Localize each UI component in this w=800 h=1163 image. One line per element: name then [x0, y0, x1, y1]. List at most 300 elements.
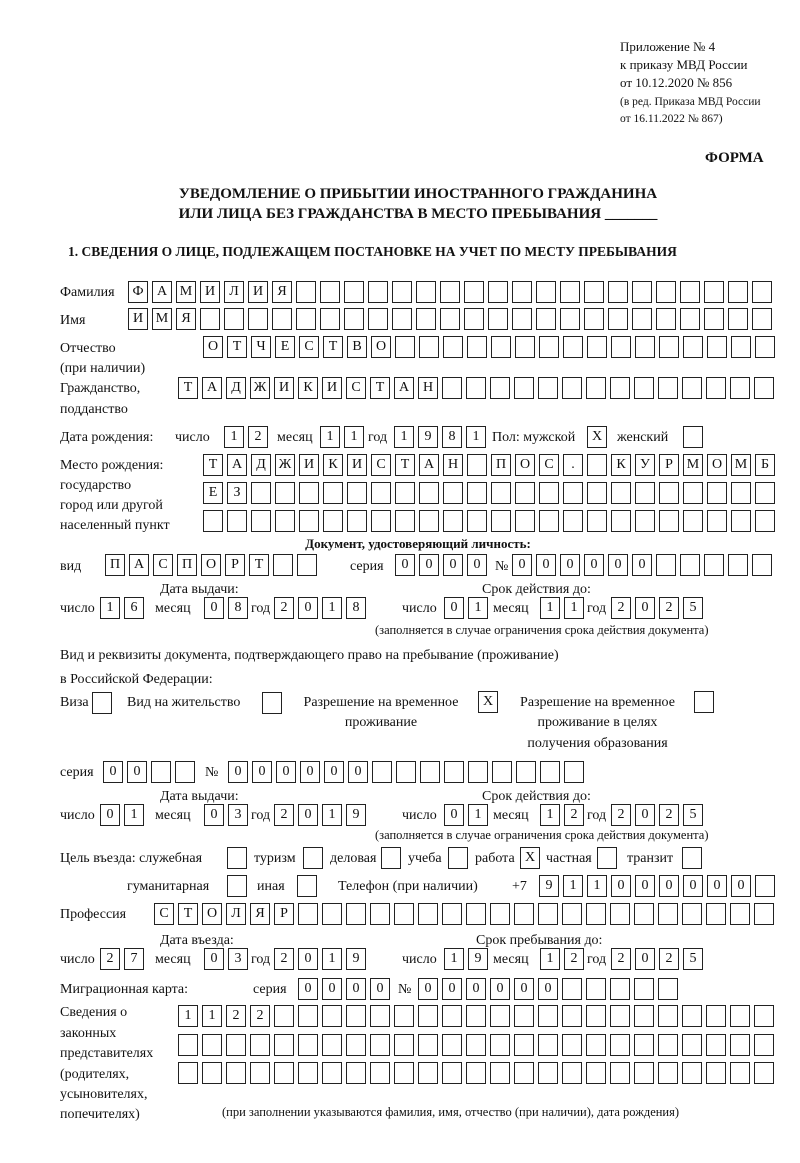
char-box[interactable]	[731, 510, 751, 532]
char-box[interactable]	[202, 1034, 222, 1056]
char-box[interactable]: 9	[539, 875, 559, 897]
id-issue-year-field[interactable]	[274, 597, 366, 619]
char-box[interactable]	[706, 1034, 726, 1056]
char-box[interactable]	[512, 308, 532, 330]
char-box[interactable]: 0	[512, 554, 532, 576]
char-box[interactable]	[562, 903, 582, 925]
birthplace-field-1[interactable]	[203, 454, 775, 476]
reps-field-2[interactable]	[178, 1034, 774, 1056]
char-box[interactable]: А	[129, 554, 149, 576]
char-box[interactable]	[466, 903, 486, 925]
char-box[interactable]	[320, 281, 340, 303]
char-box[interactable]	[752, 281, 772, 303]
char-box[interactable]	[707, 510, 727, 532]
char-box[interactable]: 1	[320, 426, 340, 448]
char-box[interactable]	[516, 761, 536, 783]
char-box[interactable]	[251, 482, 271, 504]
char-box[interactable]	[200, 308, 220, 330]
char-box[interactable]: С	[346, 377, 366, 399]
char-box[interactable]: 1	[344, 426, 364, 448]
char-box[interactable]: З	[227, 482, 247, 504]
char-box[interactable]: 0	[635, 875, 655, 897]
char-box[interactable]	[394, 1005, 414, 1027]
char-box[interactable]: А	[394, 377, 414, 399]
purpose-study-checkbox[interactable]	[448, 847, 468, 869]
char-box[interactable]: Я	[250, 903, 270, 925]
char-box[interactable]: 0	[346, 978, 366, 1000]
char-box[interactable]: 2	[248, 426, 268, 448]
char-box[interactable]	[346, 1005, 366, 1027]
char-box[interactable]	[490, 903, 510, 925]
char-box[interactable]: 0	[228, 761, 248, 783]
char-box[interactable]: 1	[540, 948, 560, 970]
stay-issue-day-field[interactable]	[100, 804, 144, 826]
char-box[interactable]	[347, 482, 367, 504]
stay-valid-day-field[interactable]	[444, 804, 488, 826]
char-box[interactable]: А	[227, 454, 247, 476]
char-box[interactable]	[610, 1034, 630, 1056]
char-box[interactable]: 2	[611, 804, 631, 826]
sex-male-checkbox[interactable]	[587, 426, 607, 448]
char-box[interactable]	[512, 281, 532, 303]
char-box[interactable]	[682, 903, 702, 925]
char-box[interactable]: К	[611, 454, 631, 476]
char-box[interactable]	[560, 281, 580, 303]
char-box[interactable]	[491, 336, 511, 358]
char-box[interactable]: Т	[203, 454, 223, 476]
char-box[interactable]	[728, 308, 748, 330]
checkbox-cell[interactable]: X	[520, 847, 540, 869]
checkbox-cell[interactable]	[597, 847, 617, 869]
checkbox-cell[interactable]	[227, 847, 247, 869]
reps-field-3[interactable]	[178, 1062, 774, 1084]
char-box[interactable]	[706, 1062, 726, 1084]
checkbox-cell[interactable]: X	[587, 426, 607, 448]
char-box[interactable]	[658, 978, 678, 1000]
residence-checkbox[interactable]	[262, 692, 282, 714]
char-box[interactable]	[514, 1062, 534, 1084]
checkbox-cell[interactable]	[448, 847, 468, 869]
sex-female-checkbox[interactable]	[683, 426, 703, 448]
char-box[interactable]: 0	[298, 978, 318, 1000]
char-box[interactable]	[178, 1034, 198, 1056]
char-box[interactable]: Л	[224, 281, 244, 303]
char-box[interactable]: 1	[124, 804, 144, 826]
char-box[interactable]: 9	[346, 948, 366, 970]
char-box[interactable]	[274, 1034, 294, 1056]
char-box[interactable]	[730, 377, 750, 399]
char-box[interactable]	[586, 1005, 606, 1027]
char-box[interactable]: Е	[275, 336, 295, 358]
id-issue-month-field[interactable]	[204, 597, 248, 619]
char-box[interactable]	[175, 761, 195, 783]
char-box[interactable]: 0	[635, 804, 655, 826]
char-box[interactable]: 6	[124, 597, 144, 619]
char-box[interactable]	[634, 1062, 654, 1084]
char-box[interactable]: 2	[659, 597, 679, 619]
char-box[interactable]	[440, 308, 460, 330]
char-box[interactable]: 1	[540, 804, 560, 826]
char-box[interactable]	[273, 554, 293, 576]
char-box[interactable]	[394, 903, 414, 925]
char-box[interactable]: Л	[226, 903, 246, 925]
char-box[interactable]	[248, 308, 268, 330]
char-box[interactable]	[680, 554, 700, 576]
char-box[interactable]	[514, 1005, 534, 1027]
purpose-transit-checkbox[interactable]	[682, 847, 702, 869]
char-box[interactable]: 1	[322, 597, 342, 619]
char-box[interactable]: 5	[683, 597, 703, 619]
char-box[interactable]: Р	[659, 454, 679, 476]
char-box[interactable]	[467, 336, 487, 358]
char-box[interactable]	[514, 377, 534, 399]
char-box[interactable]: 0	[608, 554, 628, 576]
char-box[interactable]	[587, 454, 607, 476]
char-box[interactable]: Я	[176, 308, 196, 330]
char-box[interactable]	[322, 1034, 342, 1056]
char-box[interactable]	[608, 281, 628, 303]
char-box[interactable]: 1	[394, 426, 414, 448]
char-box[interactable]	[490, 1005, 510, 1027]
char-box[interactable]	[466, 377, 486, 399]
char-box[interactable]	[536, 308, 556, 330]
char-box[interactable]: 0	[444, 804, 464, 826]
id-issue-day-field[interactable]	[100, 597, 144, 619]
char-box[interactable]: И	[299, 454, 319, 476]
char-box[interactable]	[658, 903, 678, 925]
char-box[interactable]	[322, 903, 342, 925]
char-box[interactable]: О	[202, 903, 222, 925]
id-valid-day-field[interactable]	[444, 597, 488, 619]
char-box[interactable]: 0	[514, 978, 534, 1000]
id-series-field[interactable]	[395, 554, 487, 576]
char-box[interactable]: 1	[468, 597, 488, 619]
purpose-work-checkbox[interactable]	[520, 847, 540, 869]
char-box[interactable]: 2	[659, 948, 679, 970]
char-box[interactable]	[251, 510, 271, 532]
citizenship-field[interactable]	[178, 377, 774, 399]
char-box[interactable]	[539, 510, 559, 532]
char-box[interactable]: 1	[100, 597, 120, 619]
char-box[interactable]	[656, 281, 676, 303]
char-box[interactable]	[440, 281, 460, 303]
char-box[interactable]	[416, 308, 436, 330]
char-box[interactable]	[683, 482, 703, 504]
name-field[interactable]	[128, 308, 772, 330]
char-box[interactable]: 0	[632, 554, 652, 576]
char-box[interactable]	[562, 1062, 582, 1084]
char-box[interactable]	[587, 336, 607, 358]
char-box[interactable]: 1	[444, 948, 464, 970]
char-box[interactable]: М	[176, 281, 196, 303]
char-box[interactable]	[490, 1062, 510, 1084]
char-box[interactable]	[754, 1062, 774, 1084]
birthplace-field-3[interactable]	[203, 510, 775, 532]
char-box[interactable]	[538, 1034, 558, 1056]
char-box[interactable]	[296, 281, 316, 303]
stay-series-field[interactable]	[103, 761, 195, 783]
char-box[interactable]: Т	[249, 554, 269, 576]
char-box[interactable]	[731, 482, 751, 504]
char-box[interactable]	[610, 377, 630, 399]
char-box[interactable]: 2	[274, 948, 294, 970]
char-box[interactable]: С	[153, 554, 173, 576]
char-box[interactable]	[227, 510, 247, 532]
char-box[interactable]	[586, 377, 606, 399]
char-box[interactable]: К	[298, 377, 318, 399]
char-box[interactable]: 5	[683, 948, 703, 970]
char-box[interactable]	[706, 903, 726, 925]
char-box[interactable]	[395, 336, 415, 358]
char-box[interactable]: Ж	[275, 454, 295, 476]
char-box[interactable]: И	[200, 281, 220, 303]
char-box[interactable]	[371, 510, 391, 532]
char-box[interactable]	[464, 308, 484, 330]
char-box[interactable]: Р	[225, 554, 245, 576]
char-box[interactable]: О	[707, 454, 727, 476]
id-valid-year-field[interactable]	[611, 597, 703, 619]
char-box[interactable]: 0	[419, 554, 439, 576]
char-box[interactable]: О	[515, 454, 535, 476]
char-box[interactable]	[754, 903, 774, 925]
char-box[interactable]: 7	[124, 948, 144, 970]
char-box[interactable]	[682, 1062, 702, 1084]
surname-field[interactable]	[128, 281, 772, 303]
char-box[interactable]	[755, 336, 775, 358]
char-box[interactable]	[392, 308, 412, 330]
char-box[interactable]	[587, 482, 607, 504]
profession-field[interactable]	[154, 903, 774, 925]
char-box[interactable]: 2	[226, 1005, 246, 1027]
char-box[interactable]	[704, 308, 724, 330]
visa-checkbox[interactable]	[92, 692, 112, 714]
char-box[interactable]: 2	[564, 804, 584, 826]
char-box[interactable]	[418, 1005, 438, 1027]
char-box[interactable]: 0	[442, 978, 462, 1000]
char-box[interactable]: 0	[298, 948, 318, 970]
char-box[interactable]	[323, 482, 343, 504]
checkbox-cell[interactable]	[297, 875, 317, 897]
char-box[interactable]	[538, 903, 558, 925]
char-box[interactable]	[611, 482, 631, 504]
char-box[interactable]	[346, 903, 366, 925]
char-box[interactable]	[347, 510, 367, 532]
char-box[interactable]	[466, 1062, 486, 1084]
char-box[interactable]: А	[202, 377, 222, 399]
checkbox-cell[interactable]	[303, 847, 323, 869]
char-box[interactable]: 3	[228, 948, 248, 970]
char-box[interactable]: 0	[731, 875, 751, 897]
checkbox-cell[interactable]	[227, 875, 247, 897]
char-box[interactable]: 0	[204, 948, 224, 970]
char-box[interactable]	[464, 281, 484, 303]
char-box[interactable]	[178, 1062, 198, 1084]
char-box[interactable]: 3	[228, 804, 248, 826]
phone-field[interactable]	[539, 875, 775, 897]
migration-series-field[interactable]	[298, 978, 390, 1000]
char-box[interactable]: 1	[587, 875, 607, 897]
char-box[interactable]: 0	[103, 761, 123, 783]
char-box[interactable]	[584, 308, 604, 330]
char-box[interactable]: 1	[202, 1005, 222, 1027]
char-box[interactable]: 2	[100, 948, 120, 970]
char-box[interactable]	[730, 1062, 750, 1084]
char-box[interactable]	[632, 281, 652, 303]
char-box[interactable]: 0	[127, 761, 147, 783]
char-box[interactable]	[226, 1034, 246, 1056]
id-valid-month-field[interactable]	[540, 597, 584, 619]
char-box[interactable]: В	[347, 336, 367, 358]
char-box[interactable]	[539, 482, 559, 504]
char-box[interactable]	[370, 1005, 390, 1027]
char-box[interactable]	[586, 903, 606, 925]
char-box[interactable]	[538, 377, 558, 399]
char-box[interactable]	[728, 554, 748, 576]
char-box[interactable]: 1	[178, 1005, 198, 1027]
char-box[interactable]: 1	[466, 426, 486, 448]
char-box[interactable]	[730, 903, 750, 925]
char-box[interactable]	[704, 281, 724, 303]
char-box[interactable]	[586, 1062, 606, 1084]
char-box[interactable]	[344, 281, 364, 303]
char-box[interactable]: 2	[611, 597, 631, 619]
id-number-field[interactable]	[512, 554, 772, 576]
char-box[interactable]	[418, 903, 438, 925]
char-box[interactable]	[515, 482, 535, 504]
purpose-business-checkbox[interactable]	[381, 847, 401, 869]
char-box[interactable]	[563, 482, 583, 504]
char-box[interactable]	[562, 1034, 582, 1056]
char-box[interactable]	[635, 510, 655, 532]
char-box[interactable]	[250, 1062, 270, 1084]
char-box[interactable]: 0	[443, 554, 463, 576]
char-box[interactable]	[538, 1062, 558, 1084]
char-box[interactable]: О	[201, 554, 221, 576]
char-box[interactable]	[634, 978, 654, 1000]
char-box[interactable]: Т	[227, 336, 247, 358]
char-box[interactable]: М	[731, 454, 751, 476]
char-box[interactable]	[346, 1034, 366, 1056]
char-box[interactable]: 8	[442, 426, 462, 448]
char-box[interactable]: М	[683, 454, 703, 476]
char-box[interactable]	[368, 308, 388, 330]
char-box[interactable]: У	[635, 454, 655, 476]
char-box[interactable]: И	[347, 454, 367, 476]
char-box[interactable]	[274, 1062, 294, 1084]
char-box[interactable]	[514, 1034, 534, 1056]
char-box[interactable]	[680, 281, 700, 303]
id-kind-field[interactable]	[105, 554, 317, 576]
stay-until-day-field[interactable]	[444, 948, 488, 970]
char-box[interactable]	[564, 761, 584, 783]
char-box[interactable]: И	[248, 281, 268, 303]
birth-month-field[interactable]	[320, 426, 364, 448]
patronymic-field[interactable]	[203, 336, 775, 358]
char-box[interactable]	[444, 761, 464, 783]
checkbox-cell[interactable]	[381, 847, 401, 869]
char-box[interactable]	[562, 978, 582, 1000]
char-box[interactable]: 0	[584, 554, 604, 576]
temp-permit-checkbox[interactable]	[478, 691, 498, 713]
char-box[interactable]	[443, 336, 463, 358]
char-box[interactable]: 0	[659, 875, 679, 897]
char-box[interactable]	[634, 903, 654, 925]
char-box[interactable]	[298, 1005, 318, 1027]
char-box[interactable]	[610, 1062, 630, 1084]
migration-number-field[interactable]	[418, 978, 678, 1000]
char-box[interactable]	[396, 761, 416, 783]
stay-valid-year-field[interactable]	[611, 804, 703, 826]
char-box[interactable]	[299, 482, 319, 504]
char-box[interactable]	[416, 281, 436, 303]
char-box[interactable]: П	[105, 554, 125, 576]
char-box[interactable]: 0	[611, 875, 631, 897]
char-box[interactable]: 1	[468, 804, 488, 826]
char-box[interactable]: 9	[418, 426, 438, 448]
char-box[interactable]	[419, 336, 439, 358]
char-box[interactable]	[730, 1005, 750, 1027]
edu-permit-checkbox[interactable]	[694, 691, 714, 713]
char-box[interactable]: 0	[100, 804, 120, 826]
char-box[interactable]	[371, 482, 391, 504]
purpose-humanitarian-checkbox[interactable]	[227, 875, 247, 897]
char-box[interactable]: Е	[203, 482, 223, 504]
stay-until-month-field[interactable]	[540, 948, 584, 970]
char-box[interactable]	[754, 1034, 774, 1056]
char-box[interactable]: 8	[228, 597, 248, 619]
char-box[interactable]: 5	[683, 804, 703, 826]
char-box[interactable]	[755, 510, 775, 532]
char-box[interactable]: 1	[322, 948, 342, 970]
char-box[interactable]	[634, 1005, 654, 1027]
char-box[interactable]	[755, 482, 775, 504]
char-box[interactable]	[394, 1034, 414, 1056]
char-box[interactable]: А	[419, 454, 439, 476]
char-box[interactable]	[584, 281, 604, 303]
char-box[interactable]: 2	[611, 948, 631, 970]
char-box[interactable]: 0	[635, 948, 655, 970]
char-box[interactable]: С	[154, 903, 174, 925]
char-box[interactable]: 1	[564, 597, 584, 619]
stay-number-field[interactable]	[228, 761, 584, 783]
char-box[interactable]	[730, 1034, 750, 1056]
char-box[interactable]	[704, 554, 724, 576]
char-box[interactable]: 0	[536, 554, 556, 576]
char-box[interactable]	[634, 1034, 654, 1056]
char-box[interactable]: Б	[755, 454, 775, 476]
char-box[interactable]: 0	[490, 978, 510, 1000]
char-box[interactable]: 0	[683, 875, 703, 897]
char-box[interactable]	[297, 554, 317, 576]
char-box[interactable]: 2	[659, 804, 679, 826]
char-box[interactable]	[275, 510, 295, 532]
char-box[interactable]: 0	[560, 554, 580, 576]
char-box[interactable]: 0	[395, 554, 415, 576]
char-box[interactable]	[492, 761, 512, 783]
char-box[interactable]: 0	[324, 761, 344, 783]
char-box[interactable]	[611, 336, 631, 358]
stay-until-year-field[interactable]	[611, 948, 703, 970]
stay-issue-month-field[interactable]	[204, 804, 248, 826]
char-box[interactable]	[540, 761, 560, 783]
char-box[interactable]: 1	[563, 875, 583, 897]
char-box[interactable]: 0	[444, 597, 464, 619]
char-box[interactable]: 0	[707, 875, 727, 897]
char-box[interactable]	[443, 482, 463, 504]
char-box[interactable]: И	[322, 377, 342, 399]
char-box[interactable]	[536, 281, 556, 303]
char-box[interactable]	[658, 1034, 678, 1056]
